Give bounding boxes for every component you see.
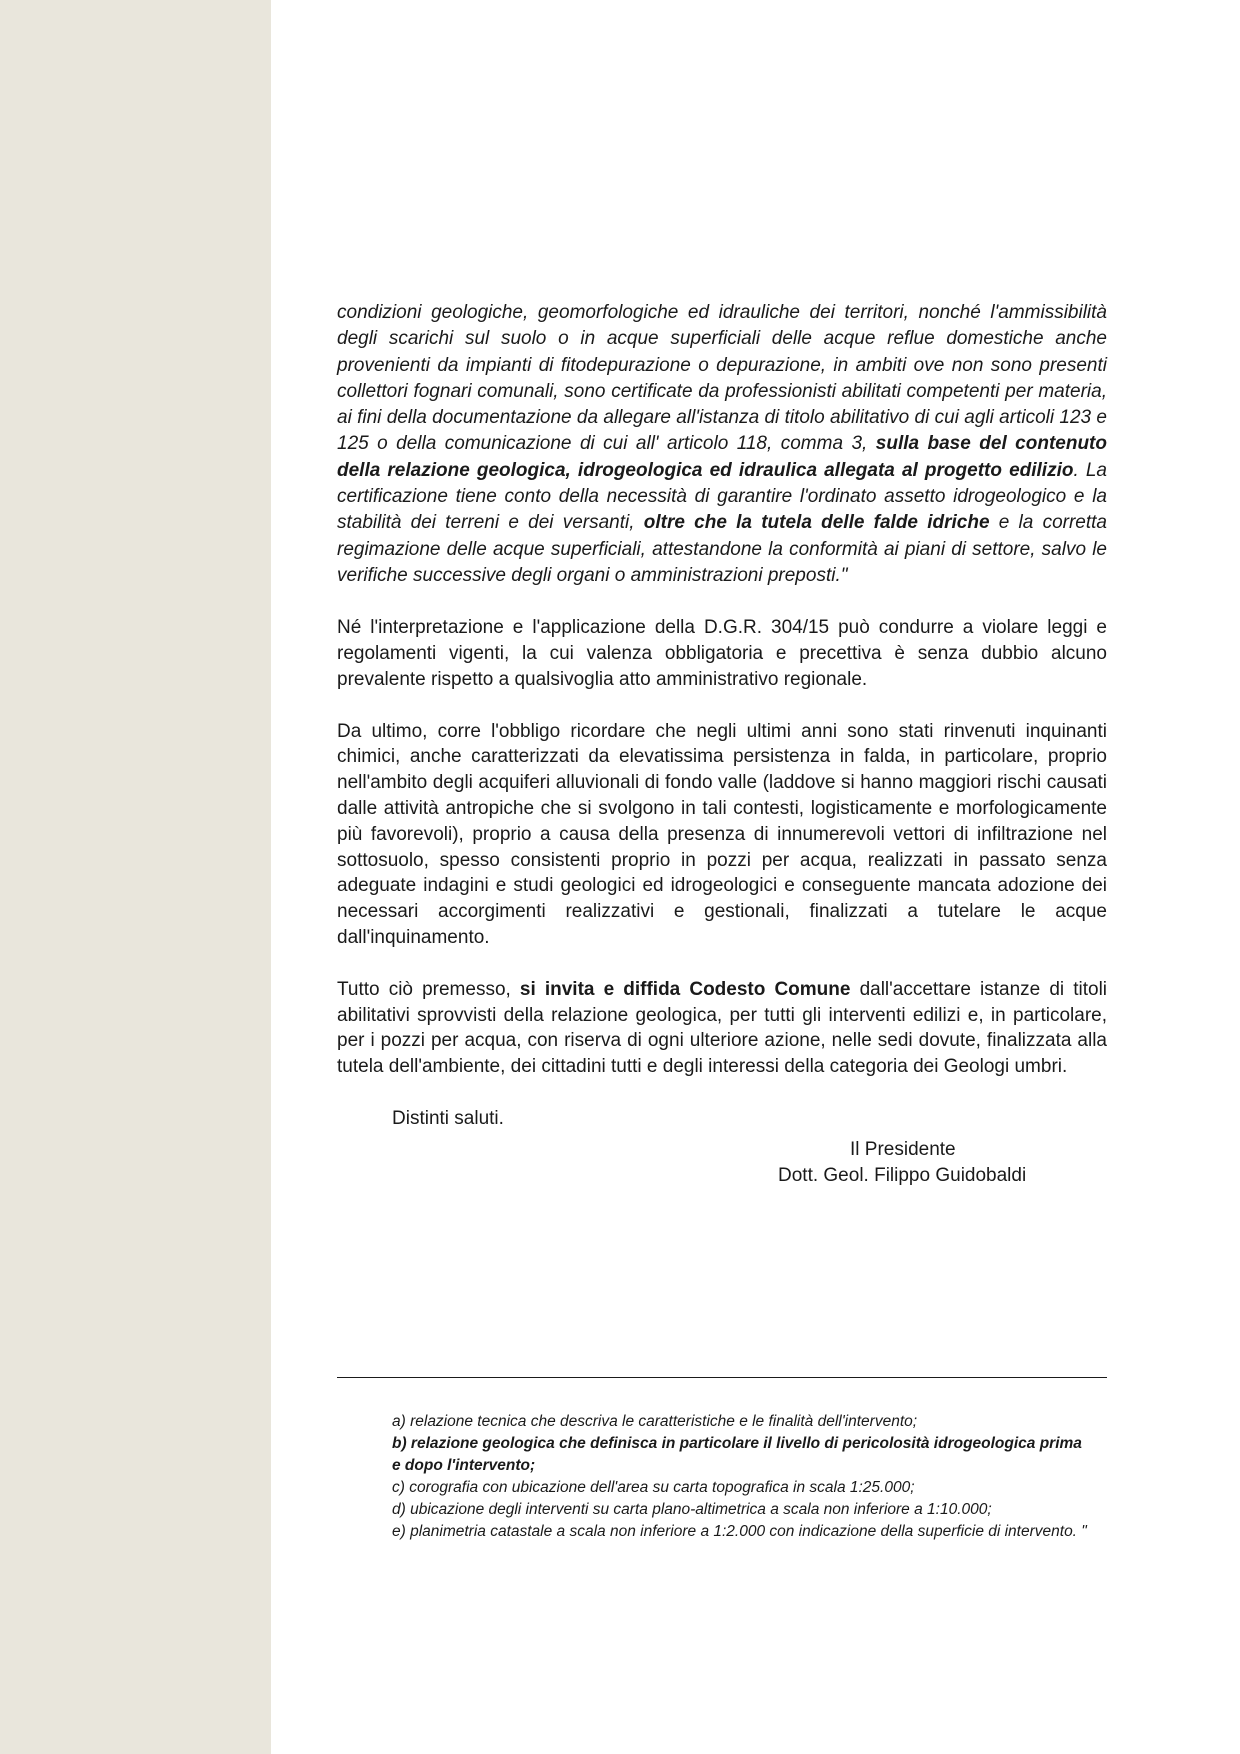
paragraph-pollutants: Da ultimo, corre l'obbligo ricordare che negli ultimi anni sono stati rinvenuti inquinanti chimici, anche caratterizzati da elevatissima persistenza in falda, in particolare, proprio nell'ambito degli acquiferi alluvionali di fondo valle (laddove si hanno maggiori rischi causati dalle attività antropiche che si svolgono in tali contesti, logisticamente e morfologicamente più favorevoli), proprio a causa della presenza di innumerevoli vettori di infiltrazione nel sottosuolo, spesso consistenti proprio in pozzi per acqua, realizzati in passato senza adeguate indagini e studi geologici ed idrogeologici e conseguente mancata adozione dei necessari accorgimenti realizzativi e gestionali, finalizzati a tutelare le acque dall'inquinamento. xyxy=(337,720,1107,949)
quote-text-1: condizioni geologiche, geomorfologiche ed idrauliche dei territori, nonché l'ammissibilità degli scarichi sul suolo o in acque superficiali delle acque reflue domestiche anche provenienti da impianti di fitodepurazione o depurazione, in ambiti ove non sono presenti collettori fognari comunali, sono certificate da professionisti abilitati competenti per materia, ai fini della documentazione da allegare all'istanza di titolo abilitativo di cui agli articoli 123 e 125 o della comunicazione di cui all' articolo 118, comma 3, xyxy=(337,302,1107,455)
paragraph-conclusion xyxy=(337,977,1107,1080)
footnote-c: c) corografia con ubicazione dell'area su carta topografica in scala 1:25.000; xyxy=(392,1479,915,1496)
footnote-b: b) relazione geologica che definisca in particolare il livello di pericolosità idrogeologica prima e dopo l'intervento; xyxy=(392,1435,1082,1474)
paragraph-dgr: Né l'interpretazione e l'applicazione della D.G.R. 304/15 può condurre a violare leggi e regolamenti vigenti, la cui valenza obbligatoria e precettiva è senza dubbio alcuno prevalente rispetto a qualsivoglia atto amministrativo regionale. xyxy=(337,617,1107,690)
quote-text-3: e la corretta regimazione delle acque superficiali, attestandone la conformità ai piani di settore, salvo le verifiche successive degli organi o amministrazioni preposti." xyxy=(337,512,1107,586)
footnote-a: a) relazione tecnica che descriva le caratteristiche e le finalità dell'intervento; xyxy=(392,1413,918,1430)
conclusion-text-2: dall'accettare istanze di titoli abilitativi sprovvisti della relazione geologica, per tutti gli interventi edilizi e, in particolare, per i pozzi per acqua, con riserva di ogni ulteriore azione, nelle sedi dovute, finalizzata alla tutela dell'ambiente, dei cittadini tutti e degli interessi della categoria dei Geologi umbri. xyxy=(337,978,1108,1078)
quote-text-2: . La certificazione tiene conto della necessità di garantire l'ordinato assetto idrogeologico e la stabilità dei terreni e dei versanti, xyxy=(337,459,1107,534)
footnote-divider xyxy=(337,1377,1107,1378)
page-sidebar-band xyxy=(0,0,271,1754)
letter-body xyxy=(337,300,1107,1202)
signature-block xyxy=(337,1132,1107,1202)
quote-bold-1: sulla base del contenuto della relazione geologica, idrogeologica ed idraulica allegata al progetto edilizio xyxy=(337,433,1107,481)
signature-title: Il Presidente xyxy=(850,1139,956,1161)
footnotes xyxy=(392,1411,1092,1543)
footnote-d: d) ubicazione degli interventi su carta plano-altimetrica a scala non inferiore a 1:10.000; xyxy=(392,1501,992,1518)
quoted-regulation xyxy=(337,300,1107,589)
conclusion-bold: si invita e diffida Codesto Comune xyxy=(519,978,851,1000)
footnote-e: e) planimetria catastale a scala non inferiore a 1:2.000 con indicazione della superficie di intervento. " xyxy=(392,1523,1087,1540)
signature-name: Dott. Geol. Filippo Guidobaldi xyxy=(778,1165,1027,1187)
quote-bold-2: oltre che la tutela delle falde idriche xyxy=(643,512,990,534)
conclusion-text-1: Tutto ciò premesso, xyxy=(337,978,520,1000)
closing-salutation: Distinti saluti. xyxy=(392,1108,504,1130)
